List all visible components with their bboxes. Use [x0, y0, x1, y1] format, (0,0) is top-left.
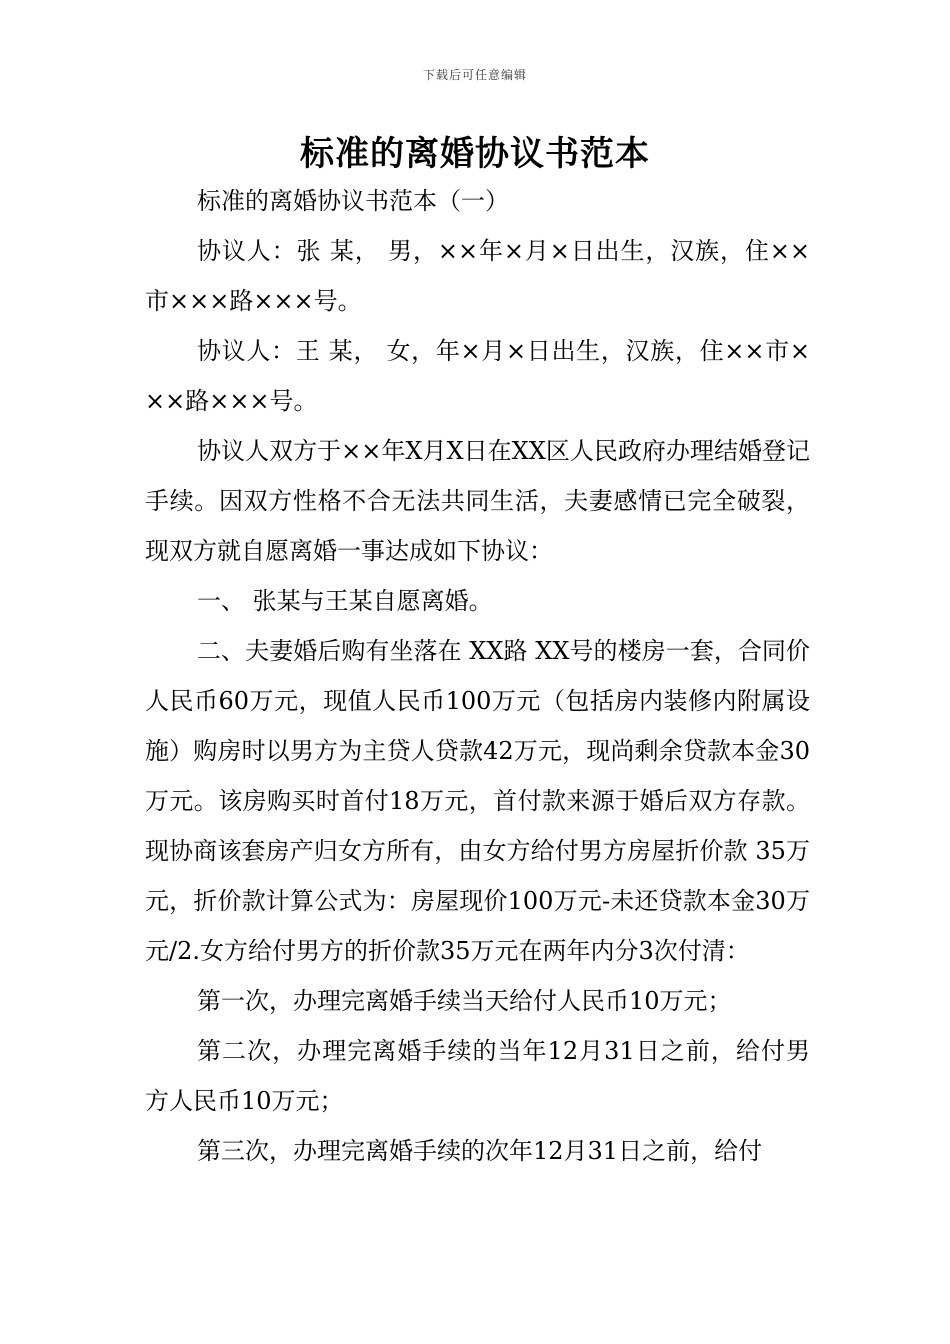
paragraph-party-2: 协议人：王 某， 女，年×月×日出生，汉族，住××市×××路×××号。 — [145, 337, 810, 415]
document-subtitle: 标准的离婚协议书范本（一） — [197, 187, 509, 215]
paragraph-preamble: 协议人双方于××年X月X日在XX区人民政府办理结婚登记手续。因双方性格不合无法共同生活，夫妻感情已完全破裂，现双方就自愿离婚一事达成如下协议： — [145, 437, 810, 565]
paragraph-clause-1: 一、 张某与王某自愿离婚。 — [197, 587, 493, 615]
document-body — [145, 176, 810, 1176]
paragraph-payment-2: 第二次，办理完离婚手续的当年12月31日之前，给付男方人民币10万元； — [145, 1037, 810, 1115]
header-note: 下载后可任意编辑 — [422, 68, 527, 82]
paragraph-clause-2: 二、夫妻婚后购有坐落在 XX路 XX号的楼房一套，合同价人民币60万元，现值人民币100万元（包括房内装修内附属设施）购房时以男方为主贷人贷款42万元，现尚剩余贷款本金30万元。该房购买时首付18万元，首付款来源于婚后双方存款。现协商该套房产归女方所有，由女方给付男方房屋折价款 35万元，折价款计算公式为：房屋现价100万元-未还贷款本金30万元/2.女方给付男方的折价款35万元在两年内分3次付清： — [145, 637, 810, 965]
paragraph-payment-1: 第一次，办理完离婚手续当天给付人民币10万元； — [197, 987, 732, 1015]
paragraph-party-1: 协议人：张 某， 男，××年×月×日出生，汉族，住××市×××路×××号。 — [145, 237, 810, 315]
document-title: 标准的离婚协议书范本 — [300, 134, 650, 174]
paragraph-payment-3: 第三次，办理完离婚手续的次年12月31日之前，给付 — [197, 1137, 763, 1165]
